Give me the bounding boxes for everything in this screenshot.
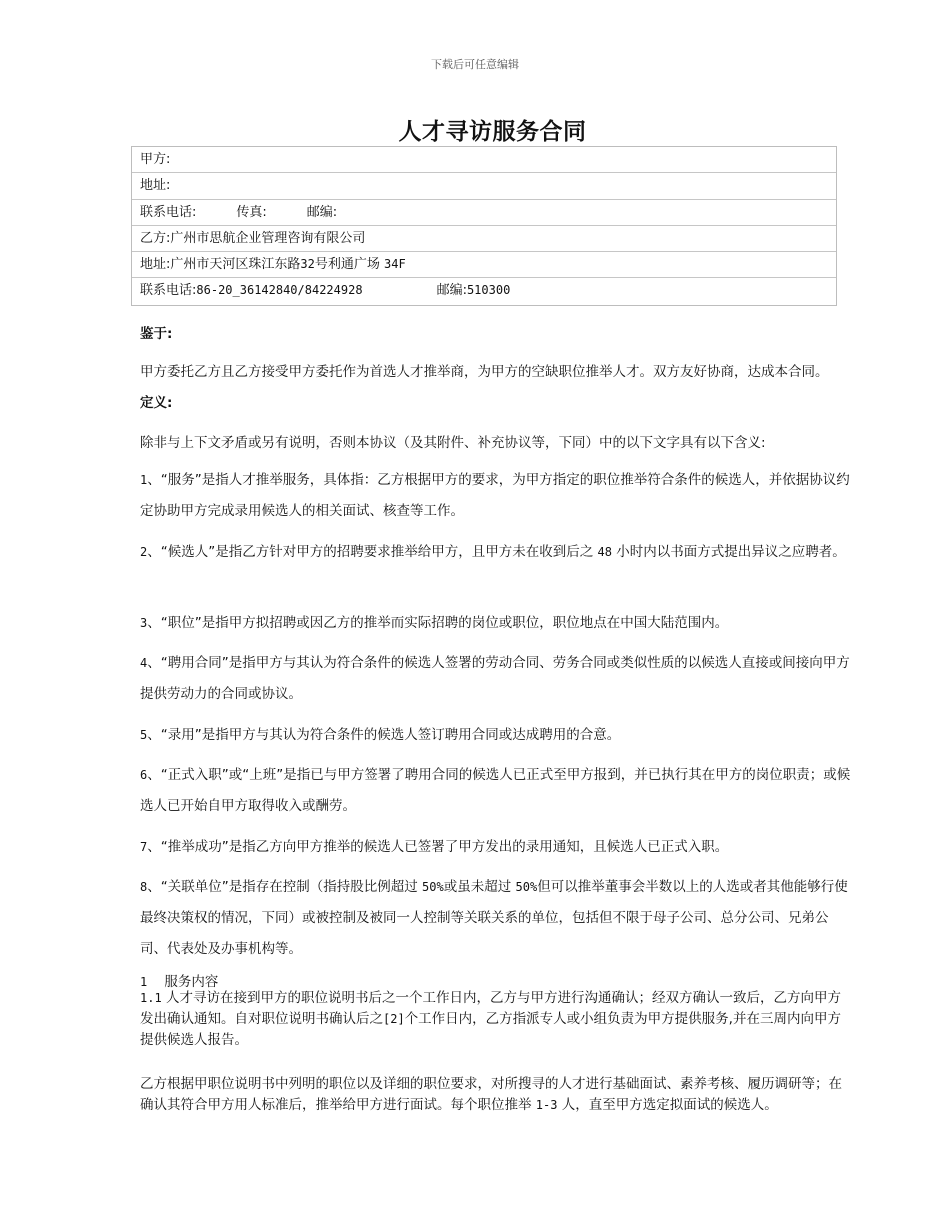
party-a-row xyxy=(132,147,836,173)
whereas-text: 甲方委托乙方且乙方接受甲方委托作为首选人才推举商，为甲方的空缺职位推举人才。双方友好协商，达成本合同。 xyxy=(140,364,829,380)
party-b-postcode: 510300 xyxy=(466,283,511,298)
service-paragraph: 乙方根据甲职位说明书中列明的职位以及详细的职位要求，对所搜寻的人才进行基础面试、素养考核、履历调研等；在确认其符合甲方用人标准后，推举给甲方进行面试。每个职位推举 1-3 人，直至甲方选定拟面试的候选人。 xyxy=(140,1076,842,1113)
party-a-address-row xyxy=(132,173,836,199)
party-b-address-floor: 34F xyxy=(384,257,406,272)
service-heading: 1 服务内容 xyxy=(140,974,219,990)
definitions-heading: 定义: xyxy=(140,395,173,411)
definition-item: 7、“推举成功”是指乙方向甲方推举的候选人已签署了甲方发出的录用通知，且候选人已正式入职。 xyxy=(140,839,729,855)
page-title: 人才寻访服务合同 xyxy=(398,119,587,145)
watermark: 下载后可任意编辑 xyxy=(431,58,519,71)
definitions-intro: 除非与上下文矛盾或另有说明，否则本协议（及其附件、补充协议等，下同）中的以下文字具有以下含义: xyxy=(140,435,766,451)
definition-item: 6、“正式入职”或“上班”是指已与甲方签署了聘用合同的候选人已正式至甲方报到，并已执行其在甲方的岗位职责；或候选人已开始自甲方取得收入或酬劳。 xyxy=(140,767,851,814)
party-a-label: 甲方: xyxy=(140,152,171,167)
party-b-phone-label: 联系电话: xyxy=(140,283,197,299)
whereas-heading: 鉴于: xyxy=(140,326,173,342)
party-b-label: 乙方: xyxy=(140,230,171,246)
party-a-phone-label: 联系电话: xyxy=(140,204,197,220)
party-a-contact-row xyxy=(132,200,836,226)
party-a-postcode-label: 邮编: xyxy=(306,204,338,220)
party-b-address-label: 地址: xyxy=(140,257,171,273)
party-b-address-number: 32 xyxy=(300,257,315,272)
party-info-table xyxy=(131,146,837,306)
definition-item: 8、“关联单位”是指存在控制（指持股比例超过 50%或虽未超过 50%但可以推举董事会半数以上的人选或者其他能够行使最终决策权的情况，下同）或被控制及被同一人控制等关联关系的单位，包括但不限于母子公司、总分公司、兄弟公司、代表处及办事机构等。 xyxy=(140,879,848,957)
party-a-address-label: 地址: xyxy=(140,178,171,194)
definition-item: 5、“录用”是指甲方与其认为符合条件的候选人签订聘用合同或达成聘用的合意。 xyxy=(140,727,621,743)
party-b-address-building: 号利通广场 xyxy=(314,257,380,273)
party-a-fax-label: 传真: xyxy=(236,204,267,220)
party-b-row xyxy=(132,226,836,252)
party-b-postcode-label: 邮编: xyxy=(436,283,467,299)
party-b-address: 广州市天河区珠江东路 xyxy=(170,257,301,273)
party-b-contact-row xyxy=(132,278,836,304)
definition-item: 3、“职位”是指甲方拟招聘或因乙方的推举而实际招聘的岗位或职位，职位地点在中国大陆范围内。 xyxy=(140,615,729,631)
definition-item: 2、“候选人”是指乙方针对甲方的招聘要求推举给甲方，且甲方未在收到后之 48 小时内以书面方式提出异议之应聘者。 xyxy=(140,544,846,560)
party-b-address-row xyxy=(132,252,836,278)
service-item-1-1: 1.1 人才寻访在接到甲方的职位说明书后之一个工作日内，乙方与甲方进行沟通确认；经双方确认一致后，乙方向甲方发出确认通知。自对职位说明书确认后之[2]个工作日内，乙方指派专人或小组负责为甲方提供服务,并在三周内向甲方提供候选人报告。 xyxy=(140,990,841,1048)
definition-item: 4、“聘用合同”是指甲方与其认为符合条件的候选人签署的劳动合同、劳务合同或类似性质的以候选人直接或间接向甲方提供劳动力的合同或协议。 xyxy=(140,655,850,702)
party-b-phone: 86-20_36142840/84224928 xyxy=(196,283,363,298)
party-b-name: 广州市思航企业管理咨询有限公司 xyxy=(170,230,366,246)
definition-item: 1、“服务”是指人才推举服务，具体指：乙方根据甲方的要求，为甲方指定的职位推举符合条件的候选人，并依据协议约定协助甲方完成录用候选人的相关面试、核查等工作。 xyxy=(140,472,850,519)
